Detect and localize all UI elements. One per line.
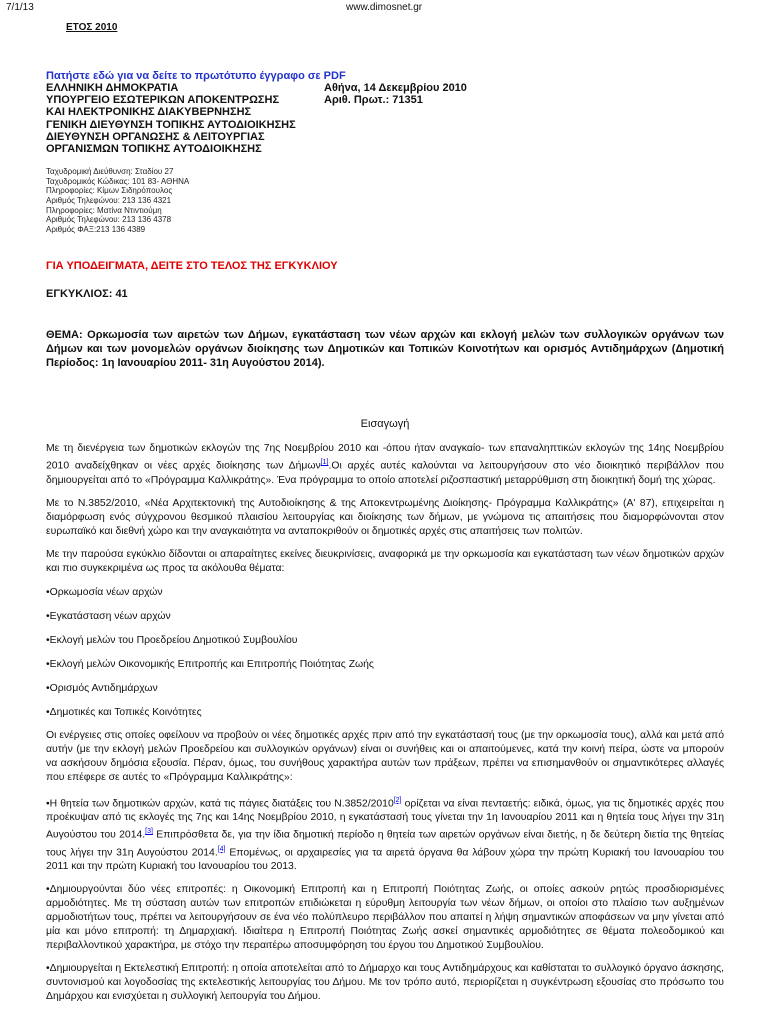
print-header (6, 2, 762, 16)
header-right (324, 82, 467, 106)
intro-heading: Εισαγωγή (360, 418, 410, 431)
contact-line: Αριθμός ΦΑΞ:213 136 4389 (46, 224, 146, 234)
header-line: ΚΑΙ ΗΛΕΚΤΡΟΝΙΚΗΣ ΔΙΑΚΥΒΕΡΝΗΣΗΣ (46, 106, 252, 119)
paragraph (46, 442, 724, 487)
contact-line: Αριθμός Τηλεφώνου: 213 136 4378 (46, 215, 172, 225)
paragraph: Με το Ν.3852/2010, «Νέα Αρχιτεκτονική της Αυτοδιοίκησης & της Αποκεντρωμένης Διοίκησης- Πρόγραμμα Καλλικράτης» (Α' 87), επιχειρείται η διαμόρφωση ενός σύγχρονου θεσμικού πλαισίου λειτουργίας και διοίκησης των δήμων, με γνώμονα τις απαιτήσεις που διαμορφώνονται στον ευρωπαϊκό και διεθνή χώρο και την αναγκαιότητα να ανταποκριθούν οι δημοτικές αρχές στις απαιτήσεις των πολιτών. (46, 497, 724, 537)
document-header (46, 82, 724, 155)
header-line: ΔΙΕΥΘΥΝΣΗ ΟΡΓΑΝΩΣΗΣ & ΛΕΙΤΟΥΡΓΙΑΣ (46, 130, 265, 143)
list-item: •Ορισμός Αντιδημάρχων (46, 682, 158, 694)
list-item: •Δημοτικές και Τοπικές Κοινότητες (46, 706, 202, 718)
subject: ΘΕΜΑ: Ορκωμοσία των αιρετών των Δήμων, εγκατάσταση των νέων αρχών και εκλογή μελών των συλλογικών οργάνων των Δήμων και των μονομελών οργάνων διοίκησης των Δημοτικών και Τοπικών Κοινοτήτων και ορισμός Αντιδημάρχων (Δημοτική Περίοδος: 1η Ιανουαρίου 2011- 31η Αυγούστου 2014). (46, 329, 724, 370)
paragraph: •Δημιουργείται η Εκτελεστική Επιτροπή: η οποία αποτελείται από το Δήμαρχο και τους Αντιδημάρχους και καθίσταται το συλλογικό όργανο άσκησης, συντονισμού και λογοδοσίας της εκτελεστικής λειτουργίας του Δήμου. Με τον τρόπο αυτό, περιορίζεται η συγκέντρωση εξουσίας στο πρόσωπο του Δημάρχου και ενισχύεται η συλλογική λειτουργία του Δήμου. (46, 963, 725, 1003)
paragraph: Οι ενέργειες στις οποίες οφείλουν να προβούν οι νέες δημοτικές αρχές πριν από την εγκατάστασή τους (με την ορκωμοσία τους), αλλά και μετά από αυτήν (με την εκλογή μελών Προεδρείου και συλλογικών οργάνων) είναι οι συνήθεις και οι απαιτούμενες, κατά την κοινή πείρα, ώστε να μπορούν να ασκήσουν δημόσια εξουσία. Πέραν, όμως, του συνήθους χαρακτήρα αυτών των πράξεων, πρέπει να επισημανθούν οι σημαντικότερες αλλαγές που επέφερε σε αυτές το «Πρόγραμμα Καλλικράτης»: (46, 729, 724, 783)
text-run: ορίζεται να είναι πενταετής: ειδικά, όμως, για τις δημοτικές αρχές που προέκυψαν από τις εκλογές της 7ης και 14ης Νοεμβρίου 2010, η εγκατάστασή τους γίνεται την 1η Ιανουαρίου 2011 και η θητεία τους λήγει την 31η Αυγούστου του 2014. (46, 798, 724, 841)
header-line: ΕΛΛΗΝΙΚΗ ΔΗΜΟΚΡΑΤΙΑ (46, 82, 179, 94)
contact-line: Αριθμός Τηλεφώνου: 213 136 4321 (46, 196, 172, 205)
text-run: Επομένως, οι αρχαιρεσίες για τα αιρετά όργανα θα λάβουν χώρα την πρώτη Κυριακή του Ιανουαρίου του 2011 και την πρώτη Κυριακή του Ιανουαρίου του 2013. (46, 847, 724, 873)
footnote-link[interactable]: [4] (217, 845, 226, 853)
list-item: •Εκλογή μελών Οικονομικής Επιτροπής και Επιτροπής Ποιότητας Ζωής (46, 658, 374, 670)
text-run: .Οι αρχές αυτές καλούνται να λειτουργήσουν στο νέο διοικητικό περιβάλλον που δημιουργείται από το «Πρόγραμμα Καλλικράτης». Ένα πρόγραμμα το οποίο αποτελεί ριζοσπαστική μεταρρύθμιση στη διοικητική δομή της χώρας. (46, 460, 724, 486)
circular-number: ΕΓΚΥΚΛΙΟΣ: 41 (46, 288, 128, 301)
contact-info (46, 167, 724, 234)
print-date: 7/1/13 (6, 2, 34, 13)
paragraph (46, 794, 724, 874)
list-item: •Ορκωμοσία νέων αρχών (46, 586, 163, 598)
contact-line: Πληροφορίες: Ματίνα Ντιντιούμη (46, 205, 162, 215)
contact-line: Ταχυδρομική Διεύθυνση: Σταδίου 27 (46, 167, 174, 177)
document-date: Αθήνα, 14 Δεκεμβρίου 2010 (324, 82, 467, 94)
year-heading: ΕΤΟΣ 2010 (66, 22, 118, 33)
list-item: •Εκλογή μελών του Προεδρείου Δημοτικού Συμβουλίου (46, 634, 298, 646)
contact-line: Ταχυδρομικός Κώδικας: 101 83- ΑΘΗΝΑ (46, 176, 190, 186)
templates-note: ΓΙΑ ΥΠΟΔΕΙΓΜΑΤΑ, ΔΕΙΤΕ ΣΤΟ ΤΕΛΟΣ ΤΗΣ ΕΓΚΥΚΛΙΟΥ (46, 260, 338, 273)
document-body (46, 38, 724, 1004)
header-line: ΓΕΝΙΚΗ ΔΙΕΥΘΥΝΣΗ ΤΟΠΙΚΗΣ ΑΥΤΟΔΙΟΙΚΗΣΗΣ (46, 118, 296, 131)
header-line: ΥΠΟΥΡΓΕΙΟ ΕΣΩΤΕΡΙΚΩΝ ΑΠΟΚΕΝΤΡΩΣΗΣ (46, 94, 280, 107)
list-item: •Εγκατάσταση νέων αρχών (46, 610, 171, 622)
print-site-url: www.dimosnet.gr (346, 2, 423, 13)
footnote-link[interactable]: [1] (320, 459, 329, 467)
paragraph: •Δημιουργούνται δύο νέες επιτροπές: η Οικονομική Επιτροπή και η Επιτροπή Ποιότητας Ζωής, οι οποίες ασκούν ρητώς προσδιορισμένες αρμοδιότητες. Με τη σύσταση αυτών των επιτροπών επιδιώκεται η εύρυθμη λειτουργία των νέων δήμων, οι οποίοι στο πλαίσιο των αυξημένων αρμοδιοτήτων τους, πρέπει να λειτουργήσουν σε ένα νέο πολύπλευρο περιβάλλον που απαιτεί η λήψη σημαντικών αποφάσεων να μην γίνεται από μία και μόνο επιτροπή: τη Δημαρχιακή. Ιδιαίτερα η Επιτροπή Ποιότητας Ζωής ασκεί σημαντικές αρμοδιότητες σε θέματα πολεοδομικού και περιβαλλοντικού χαρακτήρα, με στόχο την περαιτέρω αποσυμφόρηση του έργου του Δημοτικού Συμβουλίου. (46, 884, 724, 952)
text-run: Επιπρόσθετα δε, για την ίδια δημοτική περίοδο η θητεία των αιρετών οργάνων είναι διετής, η δε δεύτερη διετία της θητείας τους λήγει την 31η Αυγούστου 2014. (46, 829, 724, 859)
footnote-link[interactable]: [2] (393, 796, 402, 804)
contact-line: Πληροφορίες: Κίμων Σιδηρόπουλος (46, 186, 173, 196)
protocol-number: Αριθ. Πρωτ.: 71351 (324, 94, 423, 107)
pdf-link[interactable]: Πατήστε εδώ για να δείτε το πρωτότυπο έγγραφο σε PDF (46, 70, 346, 82)
text-run: •Η θητεία των δημοτικών αρχών, κατά τις πάγιες διατάξεις του Ν.3852/2010 (46, 798, 394, 810)
text-run: Με τη διενέργεια των δημοτικών εκλογών της 7ης Νοεμβρίου 2010 και -όπου ήταν αναγκαίο- των επαναληπτικών εκλογών της 14ης Νοεμβρίου 2010 αναδείχθηκαν οι νέες αρχές διοίκησης των Δήμων (46, 443, 724, 472)
paragraph: Με την παρούσα εγκύκλιο δίδονται οι απαραίτητες εκείνες διευκρινίσεις, αναφορικά με την ορκωμοσία και εγκατάσταση των νέων δημοτικών αρχών και πιο συγκεκριμένα ως προς τα ακόλουθα θέματα: (46, 548, 724, 574)
header-line: ΟΡΓΑΝΙΣΜΩΝ ΤΟΠΙΚΗΣ ΑΥΤΟΔΙΟΙΚΗΣΗΣ (46, 143, 262, 156)
footnote-link[interactable]: [3] (145, 828, 153, 836)
